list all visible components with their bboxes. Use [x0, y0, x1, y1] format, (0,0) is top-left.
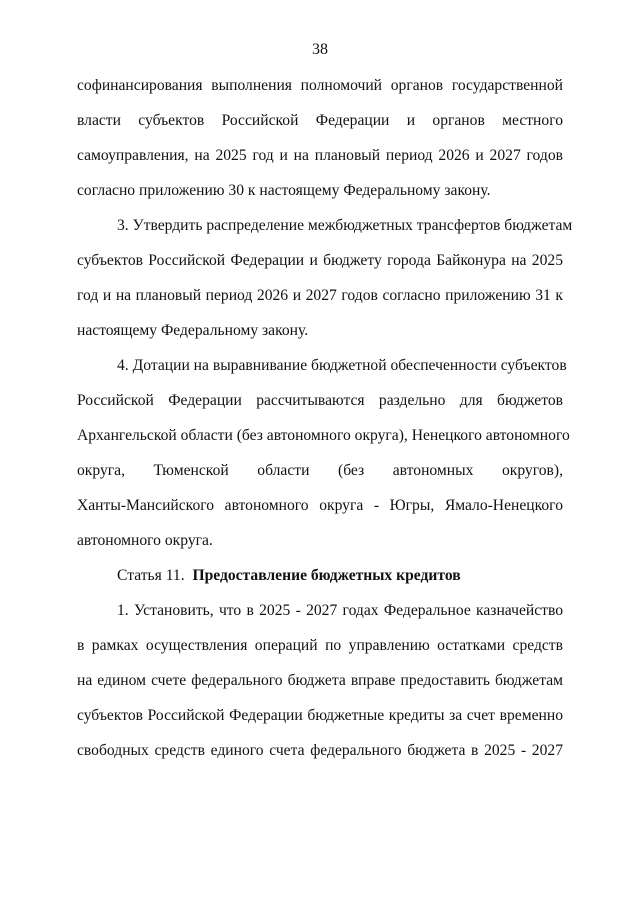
text-line: округа, Тюменской области (без автономных округов),	[77, 462, 563, 479]
text-line: Архангельской области (без автономного округа), Ненецкого автономного	[77, 427, 570, 444]
text-line: субъектов Российской Федерации бюджетные кредиты за счет временно	[77, 707, 563, 724]
text-line: согласно приложению 30 к настоящему Федеральному закону.	[77, 182, 491, 199]
text-line: в рамках осуществления операций по управлению остатками средств	[77, 637, 563, 654]
text-line: софинансирования выполнения полномочий органов государственной	[77, 77, 563, 94]
page-number: 38	[312, 41, 328, 58]
article-heading	[117, 566, 461, 586]
article-label: Статья 11.	[117, 567, 185, 584]
text-line: самоуправления, на 2025 год и на плановый период 2026 и 2027 годов	[77, 147, 563, 164]
article-title: Предоставление бюджетных кредитов	[192, 567, 461, 584]
text-line: свободных средств единого счета федерального бюджета в 2025 - 2027	[77, 742, 563, 759]
text-line: на едином счете федерального бюджета вправе предоставить бюджетам	[77, 672, 563, 689]
text-line: 3. Утвердить распределение межбюджетных трансфертов бюджетам	[117, 217, 573, 234]
text-line: 1. Установить, что в 2025 - 2027 годах Федеральное казначейство	[117, 602, 563, 619]
text-line: власти субъектов Российской Федерации и органов местного	[77, 112, 563, 129]
text-line: Российской Федерации рассчитываются раздельно для бюджетов	[77, 392, 563, 409]
text-line: Ханты-Мансийского автономного округа - Югры, Ямало-Ненецкого	[77, 497, 563, 514]
text-line: автономного округа.	[77, 532, 213, 549]
text-line: субъектов Российской Федерации и бюджету города Байконура на 2025	[77, 252, 563, 269]
text-line: настоящему Федеральному закону.	[77, 322, 309, 339]
text-line: год и на плановый период 2026 и 2027 годов согласно приложению 31 к	[77, 287, 563, 304]
text-line: 4. Дотации на выравнивание бюджетной обеспеченности субъектов	[117, 357, 567, 374]
